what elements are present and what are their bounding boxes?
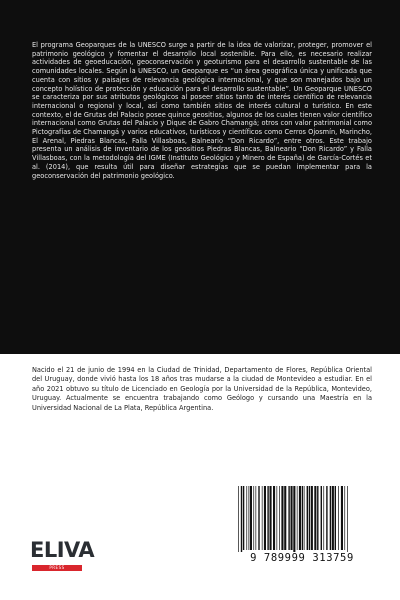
- publisher-logo-tagline: PRESS: [49, 565, 65, 570]
- barcode-bar: [281, 486, 283, 550]
- barcode-bars: [232, 484, 372, 558]
- barcode-bar: [317, 486, 318, 550]
- barcode-bar: [267, 486, 268, 550]
- barcode-bar: [323, 486, 324, 550]
- barcode-bar: [302, 486, 303, 550]
- barcode-bar: [291, 486, 293, 550]
- barcode-bar: [250, 486, 252, 550]
- barcode-bar: [264, 486, 266, 550]
- barcode-bar: [309, 486, 310, 550]
- barcode-bar: [273, 486, 275, 550]
- author-bio: Nacido el 21 de junio de 1994 en la Ciudad de Trinidad, Departamento de Flores, República Oriental del Uruguay, donde vivió hasta los 18 años tras mudarse a la ciudad de Montevideo a estudiar. En el año 2021 obtuvo su título de Licenciado en Geología por la Universidad de la República, Montevideo, Uruguay. Actualmente se encuentra trabajando como Geólogo y cursando una Maestría en la Universidad Nacional de La Plata, República Argentina.: [32, 366, 372, 412]
- barcode-bar: [332, 486, 334, 550]
- barcode-bar: [288, 486, 289, 550]
- barcode-bar: [321, 486, 322, 550]
- barcode-bar: [241, 486, 242, 554]
- barcode-bar: [299, 486, 301, 550]
- barcode-bar: [284, 486, 286, 550]
- isbn-number: 9 789999 313759: [232, 552, 372, 564]
- barcode-bar: [253, 486, 254, 550]
- barcode-bar: [304, 486, 305, 550]
- barcode-bar: [307, 486, 308, 550]
- barcode-bar: [326, 486, 327, 550]
- barcode-bar: [258, 486, 259, 550]
- barcode-bar: [293, 486, 295, 554]
- barcode-bar: [238, 486, 239, 554]
- barcode-bar: [270, 486, 272, 550]
- barcode-bar: [335, 486, 336, 550]
- publisher-logo-wordmark: ELIVA: [30, 538, 95, 562]
- barcode-bar: [311, 486, 313, 550]
- barcode-bar: [249, 486, 250, 550]
- publisher-logo: [30, 538, 95, 582]
- barcode-bar: [277, 486, 278, 550]
- isbn-barcode: [232, 484, 372, 570]
- barcode-bar: [341, 486, 343, 550]
- barcode-bar: [279, 486, 280, 550]
- barcode-bar: [344, 486, 345, 550]
- barcode-bar: [338, 486, 339, 550]
- barcode-bar: [347, 486, 348, 554]
- barcode-bar: [256, 486, 257, 550]
- barcode-bar: [314, 486, 316, 550]
- synopsis-text: El programa Geoparques de la UNESCO surge a partir de la idea de valorizar, proteger, promover el patrimonio geológico y fomentar el desarrollo local sostenible. Para ello, es necesario realizar actividades de geoeducación, geoconservación y geoturismo para el desarrollo sustentable de las comunidades locales. Según la UNESCO, un Geoparque es “un área geográfica única y unificada que cuenta con sitios y paisajes de relevancia geológica internacional, y que son manejados bajo un concepto holístico de protección y educación para el desarrollo sustentable”. Un Geoparque UNESCO se caracteriza por sus atributos geológicos al poseer sitios tanto de interés científico de relevancia internacional o regional y local, así como también sitios de interés cultural o turístico. En este contexto, el de Grutas del Palacio posee quince geositios, algunos de los cuales tienen valor científico internacional como Grutas del Palacio y Dique de Gabro Chamangá; otros con valor patrimonial como Pictografías de Chamangá y varios educativos, turísticos y científicos como Cerros Ojosmín, Marincho, El Arenal, Piedras Blancas, Falla Villasboas, Balneario “Don Ricardo”, entre otros. Este trabajo presenta un análisis de inventario de los geositios Piedras Blancas, Balneario “Don Ricardo” y Falla Villasboas, con la metodología del IGME (Instituto Geológico y Minero de España) de García-Cortés et al. (2014), que resulta útil para diseñar estrategias que se puedan implementar para la geoconservación del patrimonio geológico.: [32, 41, 372, 180]
- barcode-bar: [297, 486, 298, 550]
- barcode-bar: [243, 486, 244, 550]
- barcode-bar: [262, 486, 263, 550]
- barcode-bar: [246, 486, 247, 550]
- barcode-bar: [330, 486, 331, 550]
